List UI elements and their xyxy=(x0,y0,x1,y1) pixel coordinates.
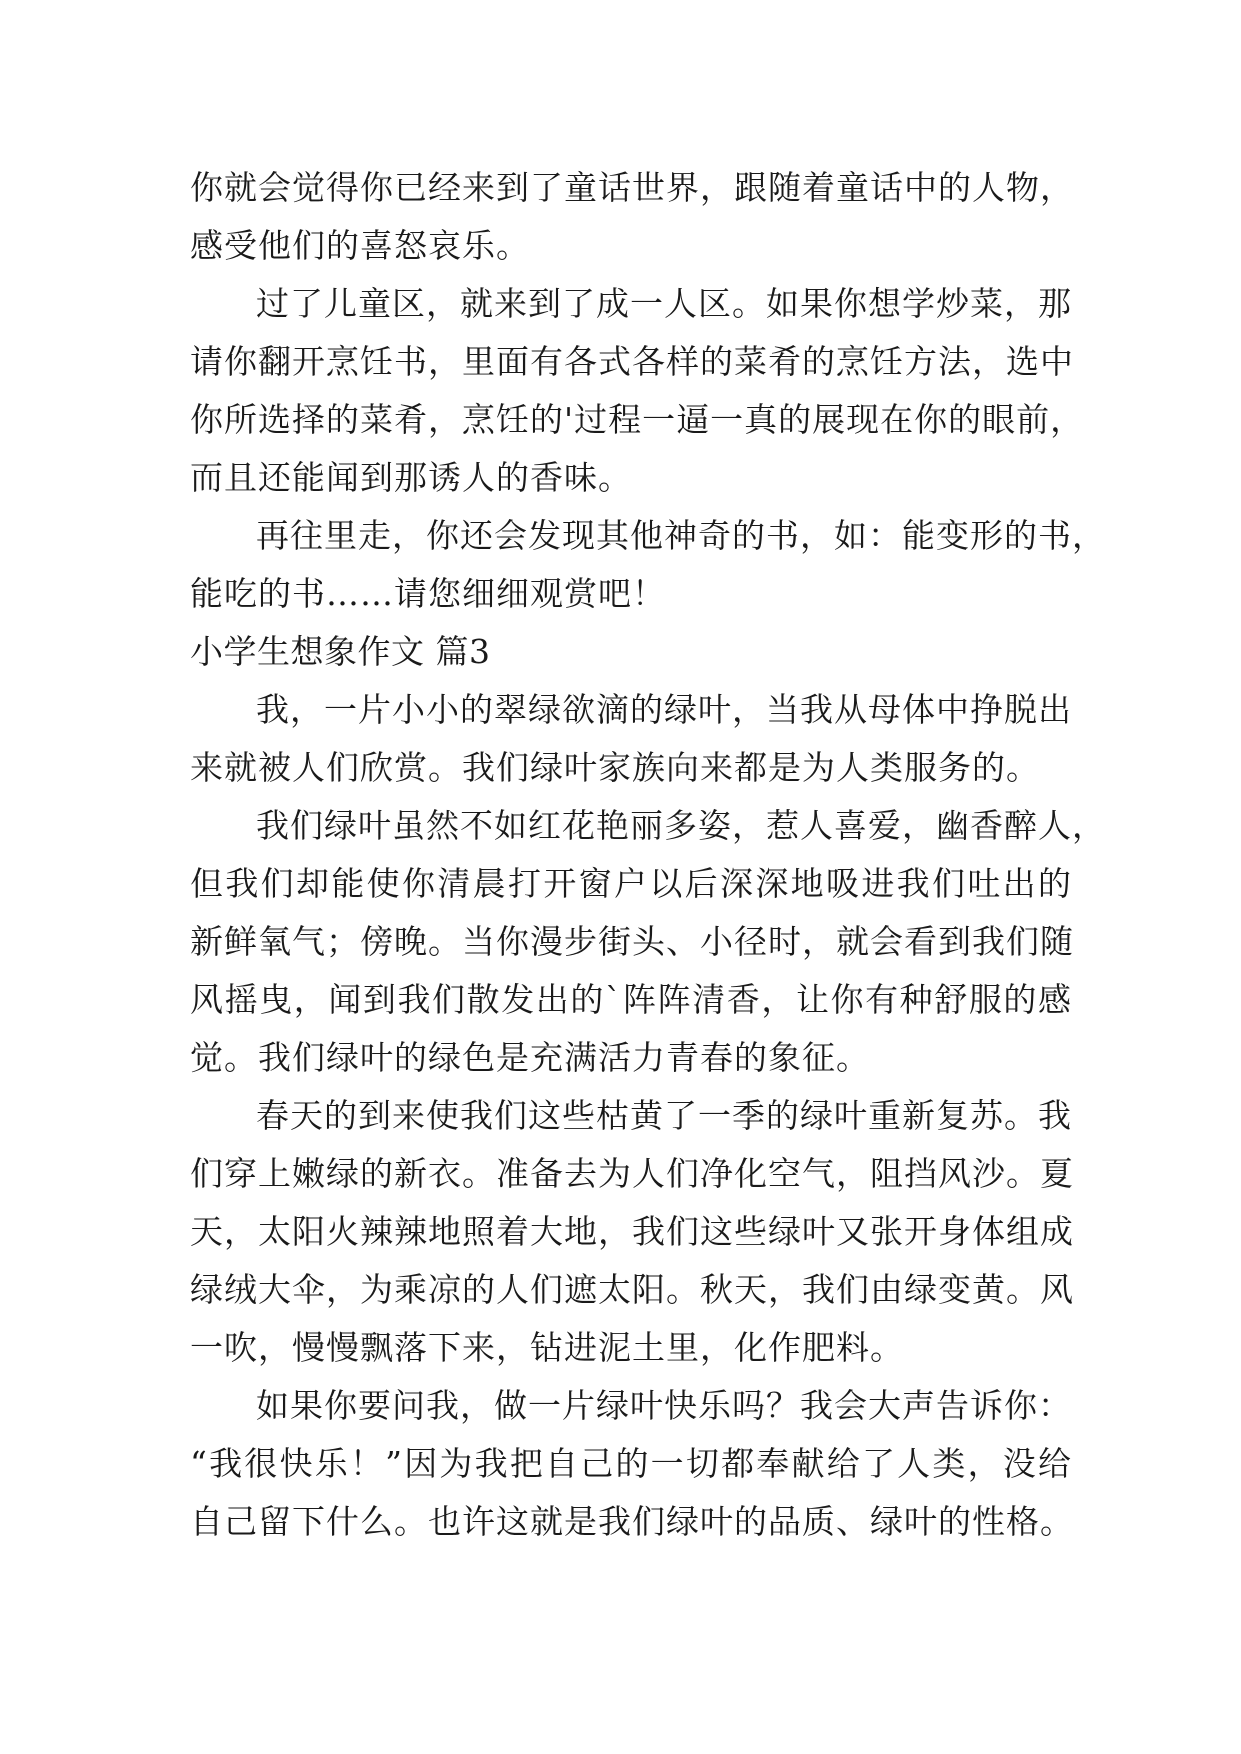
text-line: 过了儿童区，就来到了成一人区。如果你想学炒菜，那 xyxy=(256,284,1072,323)
text-line: 我们绿叶虽然不如红花艳丽多姿，惹人喜爱，幽香醉人， xyxy=(256,806,1106,845)
text-line: “我很快乐！”因为我把自己的一切都奉献给了人类，没给 xyxy=(190,1444,1072,1483)
text-line: 来就被人们欣赏。我们绿叶家族向来都是为人类服务的。 xyxy=(190,748,1040,787)
text-line: 你就会觉得你已经来到了童话世界，跟随着童话中的人物， xyxy=(190,168,1074,207)
text-line: 能吃的书……请您细细观赏吧！ xyxy=(190,574,666,613)
text-line: 们穿上嫩绿的新衣。准备去为人们净化空气，阻挡风沙。夏 xyxy=(190,1154,1074,1193)
text-line: 绿绒大伞，为乘凉的人们遮太阳。秋天，我们由绿变黄。风 xyxy=(190,1270,1074,1309)
text-line: 春天的到来使我们这些枯黄了一季的绿叶重新复苏。我 xyxy=(256,1096,1072,1135)
text-line: 如果你要问我，做一片绿叶快乐吗？我会大声告诉你： xyxy=(256,1386,1072,1425)
text-line: 而且还能闻到那诱人的香味。 xyxy=(190,458,632,497)
text-line: 请你翻开烹饪书，里面有各式各样的菜肴的烹饪方法，选中 xyxy=(190,342,1074,381)
text-line: 自己留下什么。也许这就是我们绿叶的品质、绿叶的性格。 xyxy=(190,1502,1074,1541)
text-line: 新鲜氧气；傍晚。当你漫步街头、小径时，就会看到我们随 xyxy=(190,922,1074,961)
text-line: 天，太阳火辣辣地照着大地，我们这些绿叶又张开身体组成 xyxy=(190,1212,1074,1251)
section-heading: 小学生想象作文 篇3 xyxy=(190,632,491,671)
text-line: 感受他们的喜怒哀乐。 xyxy=(190,226,530,265)
text-line: 但我们却能使你清晨打开窗户以后深深地吸进我们吐出的 xyxy=(190,864,1072,903)
text-line: 觉。我们绿叶的绿色是充满活力青春的象征。 xyxy=(190,1038,870,1077)
text-line: 一吹，慢慢飘落下来，钻进泥土里，化作肥料。 xyxy=(190,1328,904,1367)
text-line: 风摇曳，闻到我们散发出的`阵阵清香，让你有种舒服的感 xyxy=(190,980,1072,1019)
text-line: 你所选择的菜肴，烹饪的'过程一逼一真的展现在你的眼前， xyxy=(190,400,1085,439)
text-line: 再往里走，你还会发现其他神奇的书，如：能变形的书， xyxy=(256,516,1106,555)
text-line: 我，一片小小的翠绿欲滴的绿叶，当我从母体中挣脱出 xyxy=(256,690,1072,729)
